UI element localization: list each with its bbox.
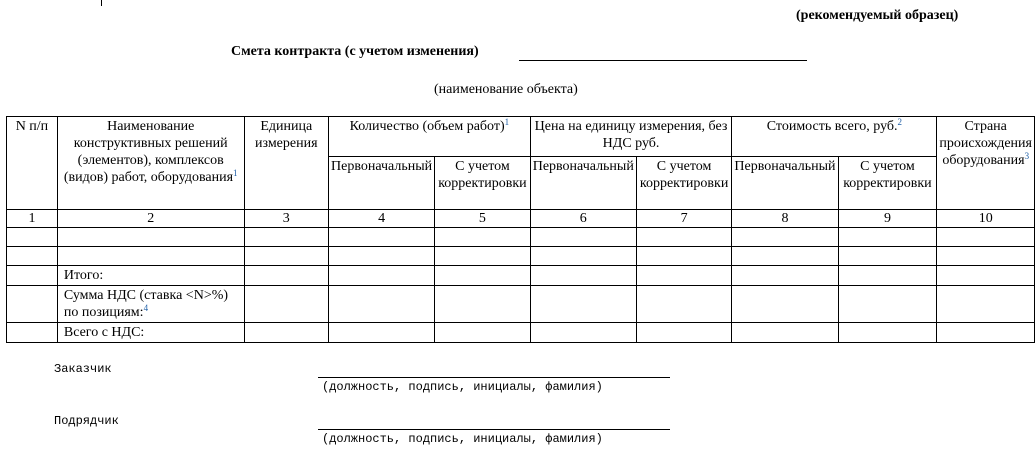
- header-quantity: Количество (объем работ)$^1$: [329, 117, 531, 157]
- header-num: N п/п: [7, 117, 58, 210]
- column-number: 3: [244, 210, 329, 228]
- column-number: 10: [937, 210, 1035, 228]
- column-number-row: [7, 210, 1035, 228]
- header-unit: Единица измерения: [244, 117, 329, 210]
- column-number: 6: [530, 210, 636, 228]
- object-name-caption: (наименование объекта): [434, 82, 578, 97]
- footnote-ref: 2: [897, 117, 903, 127]
- vat-row: [7, 286, 1035, 323]
- header-qty-initial: Первоначальный: [329, 157, 435, 210]
- footnote-ref: 4: [143, 303, 149, 313]
- column-number: 2: [57, 210, 244, 228]
- column-number: 4: [329, 210, 435, 228]
- header-total-initial: Первоначальный: [732, 157, 838, 210]
- itogo-label: Итого:: [57, 266, 244, 286]
- customer-signature-line[interactable]: [318, 377, 670, 378]
- document-title: Смета контракта (с учетом изменения): [231, 44, 479, 59]
- header-total-corrected: С учетом корректировки: [838, 157, 937, 210]
- table-row: [7, 247, 1035, 266]
- estimate-table: [6, 116, 1035, 343]
- total-with-vat-label: Всего с НДС:: [57, 323, 244, 343]
- footnote-ref: 3: [1024, 151, 1030, 161]
- customer-label: Заказчик: [54, 362, 112, 376]
- header-total-cost: Стоимость всего, руб.$^2$: [732, 117, 937, 157]
- object-name-blank-line[interactable]: [519, 60, 807, 61]
- header-unit-price: Цена на единицу измерения, без НДС руб.: [530, 117, 732, 157]
- itogo-row: [7, 266, 1035, 286]
- page-corner-mark: [101, 0, 102, 6]
- sample-note: (рекомендуемый образец): [796, 8, 959, 23]
- contractor-signature-caption: (должность, подпись, инициалы, фамилия): [322, 432, 603, 446]
- vat-label: Сумма НДС (ставка <N>%) по позициям:$^4$: [57, 286, 244, 323]
- header-country: Страна происхождения оборудования$^3$: [937, 117, 1035, 210]
- footnote-ref: 1: [233, 168, 238, 178]
- header-name: Наименование конструктивных решений (элементов), комплексов (видов) работ, оборудования$^1$: [57, 117, 244, 210]
- column-number: 8: [732, 210, 838, 228]
- column-number: 1: [7, 210, 58, 228]
- column-number: 9: [838, 210, 937, 228]
- table-row: [7, 228, 1035, 247]
- header-qty-corrected: С учетом корректировки: [435, 157, 531, 210]
- column-number: 7: [636, 210, 732, 228]
- header-price-corrected: С учетом корректировки: [636, 157, 732, 210]
- contractor-label: Подрядчик: [54, 414, 119, 428]
- contractor-signature-line[interactable]: [318, 429, 670, 430]
- column-number: 5: [435, 210, 531, 228]
- customer-signature-caption: (должность, подпись, инициалы, фамилия): [322, 380, 603, 394]
- total-with-vat-row: [7, 323, 1035, 343]
- header-price-initial: Первоначальный: [530, 157, 636, 210]
- footnote-ref: 1: [504, 117, 510, 127]
